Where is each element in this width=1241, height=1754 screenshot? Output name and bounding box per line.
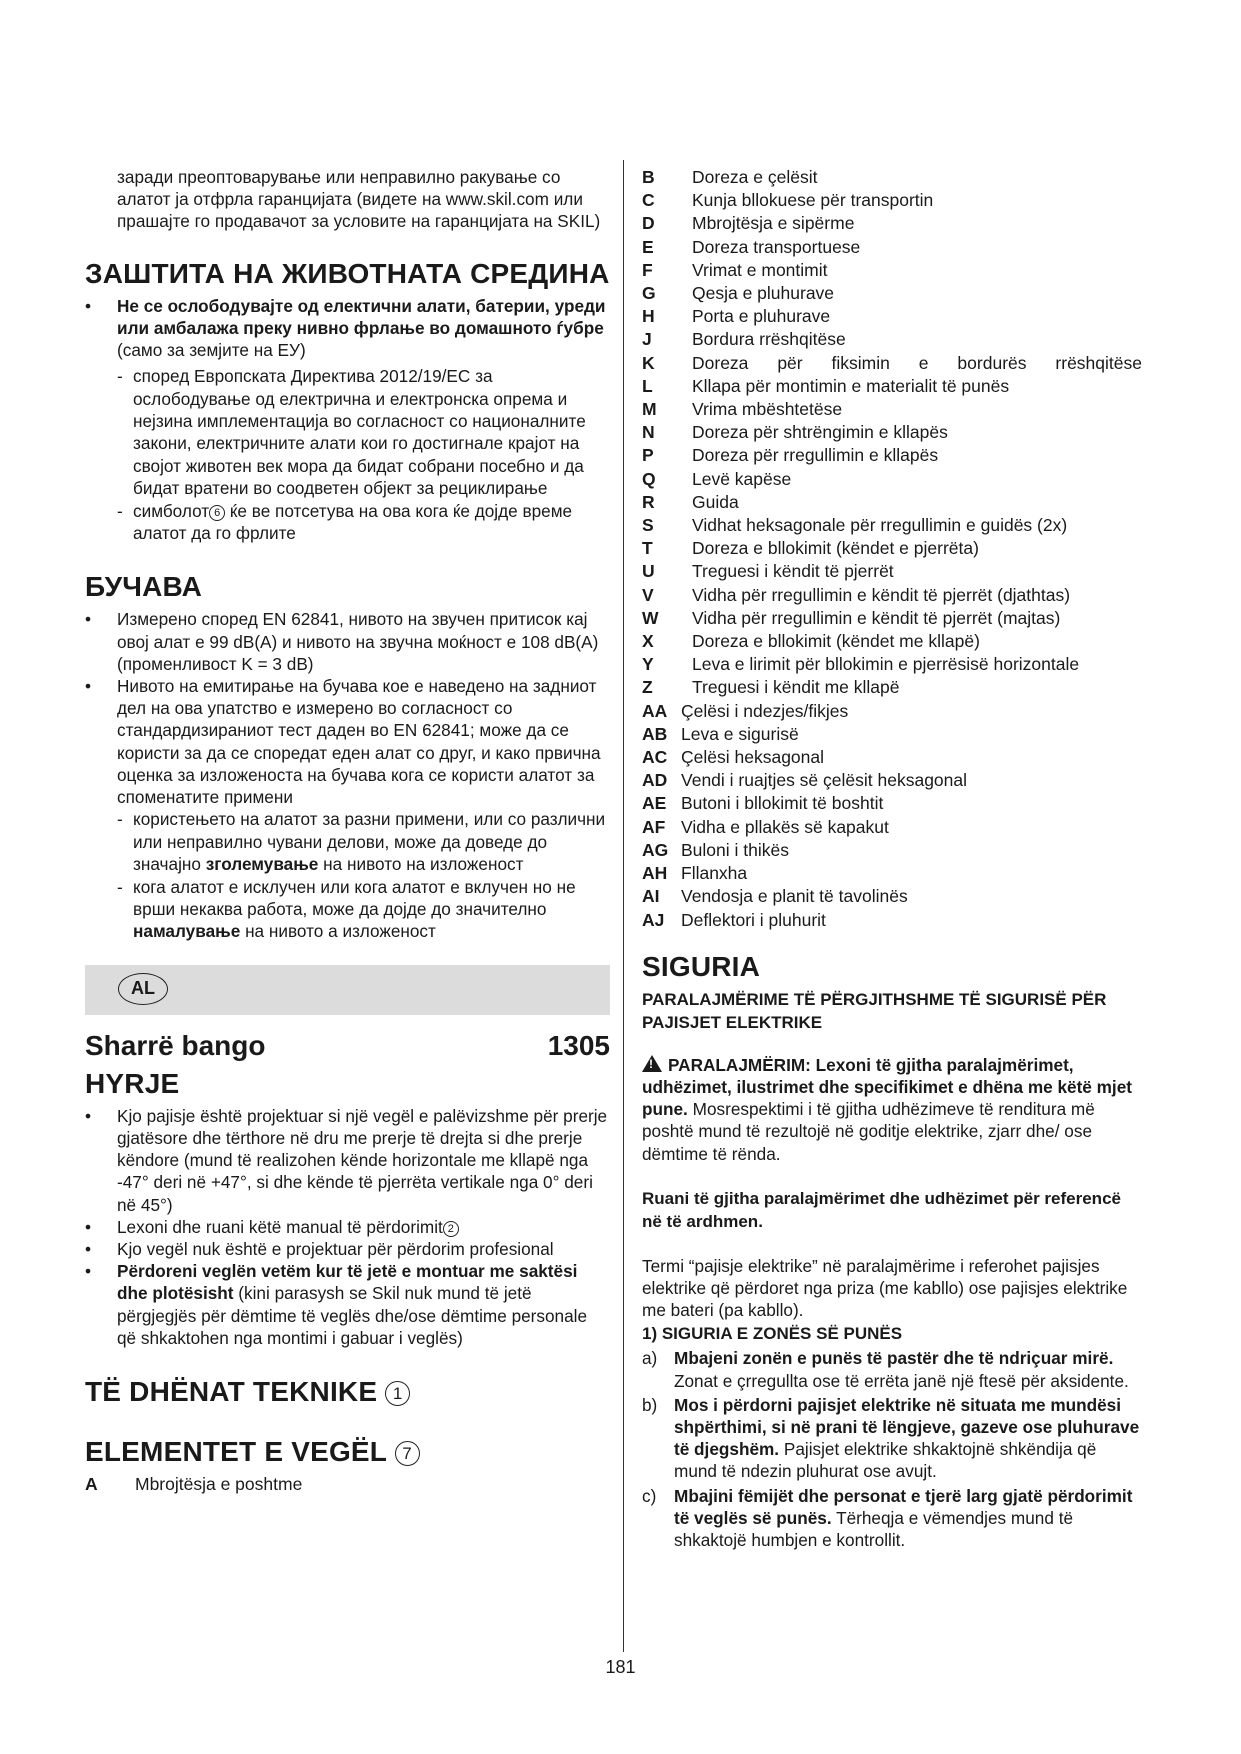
element-item-key: AI <box>642 886 660 907</box>
element-item-value: Mbrojtësja e sipërme <box>692 213 855 234</box>
safety-heading: SIGURIA <box>642 950 761 982</box>
intro-bullet-2-text: Lexoni dhe ruani këtë manual të përdorimit <box>117 1216 443 1237</box>
environment-dash-2: - симболот 6 ќе ве потсетува на ова кога ќе дојде време алатот да го фрлите <box>117 500 573 544</box>
element-item-value: Mbrojtësja e poshtme <box>135 1473 303 1494</box>
warranty-continuation: заради преоптоварување или неправилно ракување со алатот ја отфрла гаранцијата (видете на www.skil.com или прашајте го продавачот за условите на гаранцијата на SKIL) <box>117 167 601 232</box>
element-item-value: Doreza e çelësit <box>692 167 818 187</box>
element-item <box>642 769 1142 792</box>
language-band <box>85 965 610 1015</box>
element-item-value: Treguesi i këndit të pjerrët <box>692 561 894 582</box>
element-item-key: AD <box>642 770 668 791</box>
noise-bullet-1: • Измерено според EN 62841, нивото на звучен притисок кај овој алат е 99 dB(A) и нивото на звучна моќност е 108 dB(A) (променливост K = 3 dB) <box>85 609 599 674</box>
elements-heading-text: ELEMENTET E VEGËL <box>85 1435 387 1467</box>
warning-triangle-icon <box>642 1055 662 1072</box>
figure-ref-1: 1 <box>385 1381 410 1406</box>
element-item-value: Doreza e bllokimit (këndet me kllapë) <box>692 631 980 652</box>
element-item-key: Y <box>642 654 654 675</box>
element-item-key: X <box>642 631 654 652</box>
environment-dash-2-text-b: ќе ве потсетува на ова кога ќе дојде време алатот да го фрлите <box>133 500 573 544</box>
noise-dash-1-bold: зголемување <box>205 854 319 875</box>
intro-heading: HYRJE <box>85 1067 180 1099</box>
element-item-value: Porta e pluhurave <box>692 306 831 327</box>
intro-bullet-3: • Kjo vegël nuk është e projektuar për përdorim profesional <box>85 1238 554 1259</box>
noise-dash-1: - користењето на алатот за разни примени, или со различни или неправилно чувани делови, може да доведе до значајно зголемување на нивото на изложеност <box>117 809 606 875</box>
environment-dash-2-text-a: симболот <box>133 500 210 521</box>
keep-instructions: Ruani të gjitha paralajmërimet dhe udhëzimet për referencë në të ardhmen. <box>642 1188 1121 1231</box>
intro-bullet-1: • Kjo pajisje është projektuar si një vegël e palëvizshme për prerje gjatësore dhe tërthore në dru me prerje të drejta si dhe prerje këndore (mund të realizohen kënde horizontale me kllapë nga -47° deri në +47°, si dhe kënde të pjerrëta vertikale nga 0° deri në 45°) <box>85 1105 608 1215</box>
element-item-key: AB <box>642 723 668 744</box>
tech-data-heading-text: TË DHËNAT TEKNIKE <box>85 1375 378 1407</box>
element-item-value: Doreza për fiksimin e bordurës rrëshqitëse <box>692 352 1142 373</box>
element-item <box>642 607 1142 630</box>
elements-heading <box>85 1435 610 1469</box>
element-item <box>642 723 1142 746</box>
element-item-value: Kllapa për montimin e materialit të punës <box>692 375 1010 396</box>
noise-dash-1-text-a: користењето на алатот за разни примени, или со различни или неправилно чувани делови, може да доведе до значајно <box>133 809 606 875</box>
element-item <box>642 468 1142 491</box>
element-item <box>642 189 1142 212</box>
element-item-key: V <box>642 584 654 605</box>
warning-rest: Mosrespektimi i të gjitha udhëzimeve të renditura më poshtë mund të rezultojë në goditje elektrike, zjarr dhe/ ose dëmtime të rënda. <box>642 1099 1095 1164</box>
element-item <box>642 328 1142 351</box>
element-item <box>642 282 1142 305</box>
general-warnings-heading: PARALAJMËRIME TË PËRGJITHSHME TË SIGURISË PËR PAJISJET ELEKTRIKE <box>642 989 1107 1032</box>
rule-c-key: c) <box>642 1485 657 1506</box>
column-divider <box>623 160 624 1652</box>
element-item-value: Vidhat heksagonale për rregullimin e guidës (2x) <box>692 515 1068 536</box>
element-item <box>642 676 1142 699</box>
element-item-key: T <box>642 538 653 559</box>
figure-ref-6: 6 <box>209 505 225 521</box>
element-item-key: AE <box>642 793 667 814</box>
element-item-key: H <box>642 306 655 327</box>
work-area-heading: 1) SIGURIA E ZONËS SË PUNËS <box>642 1324 903 1344</box>
environment-bullet-rest: (само за земјите на ЕУ) <box>117 340 306 361</box>
noise-bullet-2: • Нивото на емитирање на бучава кое е наведено на задниот дел на ова упатство е измерено во согласност со стандардизираниот тест даден во EN 62841; може да се користи за да се споредат еден алат со друг, и како првична оценка за изложеноста на бучава кога се користи алатот за споменатите примени <box>85 676 601 808</box>
noise-dash-2-bold: намалување <box>133 921 241 942</box>
product-code: 1305 <box>547 1029 610 1061</box>
element-item <box>642 444 1142 467</box>
element-item <box>642 352 1142 375</box>
element-item <box>642 885 1142 908</box>
element-item-key: K <box>642 352 655 373</box>
element-item <box>642 653 1142 676</box>
element-item <box>642 514 1142 537</box>
element-item-key: F <box>642 259 653 280</box>
element-item-value: Kunja bllokuese për transportin <box>692 190 934 211</box>
element-item-key: Z <box>642 677 653 698</box>
intro-bullet-4-bold: Përdoreni veglën vetëm kur të jetë e montuar me saktësi dhe plotësisht <box>117 1261 578 1304</box>
element-item-key: Q <box>642 468 656 489</box>
element-item-value: Vrimat e montimit <box>692 259 828 280</box>
environment-bullet-bold: Не се ослободувајте од електични алати, батерии, уреди или амбалажа преку нивно фрлање во домашното ѓубре <box>117 295 606 338</box>
element-item-value: Buloni i thikës <box>681 839 789 860</box>
element-item-value: Vidha për rregullimin e këndit të pjerrët (majtas) <box>692 607 1061 628</box>
element-item-value: Leva e sigurisë <box>681 723 799 744</box>
element-item-key: N <box>642 422 655 443</box>
element-item-key: E <box>642 236 654 257</box>
element-item-value: Butoni i bllokimit të boshtit <box>681 793 884 814</box>
environment-dash-1: - според Европската Директива 2012/19/ЕС за ослободување од електрична и електронска опрема и нејзина имплементација во согласност со националните закони, електричните алати кои го достигнале крајот на својот животен век мора да бидат собрани посебно и да бидат вратени во соодветен објект за рециклирање <box>117 366 586 499</box>
element-item <box>642 166 1142 189</box>
warning-paragraph <box>642 1054 1142 1165</box>
rule-a-rest: Zonat e çrregullta ose të errëta janë një ftesë për aksidente. <box>674 1370 1129 1391</box>
rule-b-rest: Pajisjet elektrike shkaktojnë shkëndija që mund të ndezin pluhurat ose avujt. <box>674 1439 1097 1482</box>
environment-dash-1-text: според Европската Директива 2012/19/ЕС за ослободување од електрична и електронска опрема и нејзина имплементација во согласност со националните закони, електричните алати кои го достигнале крајот на својот животен век мора да бидат собрани посебно и да бидат вратени во соодветен објект за рециклирање <box>133 366 586 499</box>
element-item-value: Doreza për rregullimin e kllapës <box>692 445 939 466</box>
element-item-value: Vendi i ruajtjes së çelësit heksagonal <box>681 770 968 791</box>
element-item-key: P <box>642 445 654 466</box>
intro-bullet-2: • Lexoni dhe ruani këtë manual të përdorimit 2 <box>85 1216 610 1238</box>
element-item-key: AH <box>642 863 668 884</box>
intro-bullet-1-text: Kjo pajisje është projektuar si një vegël e palëvizshme për prerje gjatësore dhe tërthore në dru me prerje të drejta si dhe prerje këndore (mund të realizohen kënde horizontale me kllapë nga -47° deri në +47°, si dhe kënde të pjerrëta vertikale nga 0° deri në 45°) <box>117 1105 608 1215</box>
element-item <box>642 236 1142 259</box>
left-column <box>85 166 610 1496</box>
element-item-value: Bordura rrëshqitëse <box>692 329 846 350</box>
rule-a-key: a) <box>642 1348 658 1369</box>
element-item-value: Guida <box>692 491 739 512</box>
element-item-key: J <box>642 329 652 350</box>
element-item-key: R <box>642 491 655 512</box>
element-item <box>642 584 1142 607</box>
rule-b <box>642 1394 1142 1483</box>
environment-bullet: • Не се ослободувајте од електични алати, батерии, уреди или амбалажа преку нивно фрлање во домашното ѓубре (само за земјите на ЕУ) <box>85 295 606 361</box>
rule-b-key: b) <box>642 1394 658 1415</box>
product-name: Sharrë bango <box>85 1029 266 1061</box>
element-item-value: Doreza e bllokimit (këndet e pjerrëta) <box>692 538 979 559</box>
element-item-key: U <box>642 561 655 582</box>
tech-data-heading <box>85 1375 610 1409</box>
product-title-row <box>85 1029 610 1063</box>
element-item-value: Çelësi i ndezjes/fikjes <box>681 700 849 721</box>
element-item-key: AF <box>642 816 666 837</box>
intro-bullet-3-text: Kjo vegël nuk është e projektuar për përdorim profesional <box>117 1238 554 1259</box>
element-item-key: S <box>642 515 654 536</box>
noise-bullet-1-text: Измерено според EN 62841, нивото на звучен притисок кај овој алат е 99 dB(A) и нивото на звучна моќност е 108 dB(A) (променливост K = 3 dB) <box>117 609 599 674</box>
element-item-value: Treguesi i këndit me kllapë <box>692 677 900 698</box>
figure-ref-7: 7 <box>395 1441 420 1466</box>
noise-dash-2-text-b: на нивото а изложеност <box>245 921 436 942</box>
element-item-key: AA <box>642 700 668 721</box>
element-item <box>642 862 1142 885</box>
element-item <box>642 792 1142 815</box>
intro-bullet-4: • Përdoreni veglën vetëm kur të jetë e montuar me saktësi dhe plotësisht (kini parasysh se Skil nuk mund të jetë përgjegjës për dëmtime të veglës dhe/ose dëmtime personale që shkaktohen nga montimi i gabuar i veglës) <box>85 1261 588 1348</box>
element-item-key: M <box>642 399 657 420</box>
element-item-key: A <box>85 1473 98 1494</box>
figure-ref-2: 2 <box>443 1221 459 1237</box>
element-item-value: Vidha për rregullimin e këndit të pjerrët (djathtas) <box>692 584 1071 605</box>
element-item-value: Fllanxha <box>681 863 748 884</box>
element-item-value: Qesja e pluhurave <box>692 283 835 304</box>
element-item <box>642 700 1142 723</box>
language-badge: AL <box>118 973 168 1005</box>
element-item-a <box>85 1473 610 1496</box>
element-item <box>642 259 1142 282</box>
element-item <box>642 421 1142 444</box>
rule-c-rest: Tërheqja e vëmendjes mund të shkaktojë humbjen e kontrollit. <box>674 1507 1074 1550</box>
element-item <box>642 305 1142 328</box>
element-item-value: Leva e lirimit për bllokimin e pjerrësisë horizontale <box>692 654 1080 675</box>
element-item-value: Doreza për shtrëngimin e kllapës <box>692 422 948 443</box>
element-item-key: AC <box>642 747 668 768</box>
noise-heading: БУЧАВА <box>85 571 202 603</box>
element-item-value: Çelësi heksagonal <box>681 747 825 768</box>
rule-a-bold: Mbajeni zonën e punës të pastër dhe të ndriçuar mirë. <box>674 1348 1114 1369</box>
rule-c-bold: Mbajini fëmijët dhe personat e tjerë larg gjatë përdorimit të veglës së punës. <box>674 1485 1133 1528</box>
right-column <box>642 166 1142 1551</box>
intro-bullet-4-rest: (kini parasysh se Skil nuk mund të jetë përgjegjës për dëmtime të veglës dhe/ose dëmtime personale që shkaktohen nga montimi i gabuar i veglës) <box>117 1283 588 1348</box>
noise-dash-2: - кога алатот е исклучен или кога алатот е вклучен но не врши некаква работа, може да дојде до значително намалување на нивото а изложеност <box>117 876 576 942</box>
element-item-value: Deflektori i pluhurit <box>681 909 826 930</box>
element-item-key: C <box>642 190 655 211</box>
element-item <box>642 212 1142 235</box>
rule-a <box>642 1347 1142 1391</box>
element-item-key: B <box>642 167 655 187</box>
element-item-value: Doreza transportuese <box>692 236 861 257</box>
element-item-value: Vidha e pllakës së kapakut <box>681 816 889 837</box>
environment-heading: ЗАШТИТА НА ЖИВОТНАТА СРЕДИНА <box>85 257 610 289</box>
noise-bullet-2-text: Нивото на емитирање на бучава кое е наведено на задниот дел на ова упатство е измерено во согласност со стандардизираниот тест даден во EN 62841; може да се користи за да се споредат еден алат со друг, и како првична оценка за изложеноста на бучава кога се користи алатот за споменатите примени <box>117 676 601 808</box>
rule-c <box>642 1485 1142 1552</box>
elements-list <box>642 166 1142 932</box>
element-item <box>642 746 1142 769</box>
element-item-key: D <box>642 213 655 234</box>
noise-dash-1-text-b: на нивото на изложеност <box>323 854 524 875</box>
rule-b-bold: Mos i përdorni pajisjet elektrike në situata me mundësi shpërthimi, si në prani të lëngjeve, gazeve ose pluhurave të djegshëm. <box>674 1394 1140 1460</box>
element-item-key: W <box>642 607 659 628</box>
element-item-key: AJ <box>642 909 665 930</box>
element-item-value: Levë kapëse <box>692 468 792 489</box>
element-item <box>642 816 1142 839</box>
element-item-key: L <box>642 375 653 396</box>
element-item <box>642 630 1142 653</box>
warning-bold: PARALAJMËRIM: Lexoni të gjitha paralajmërimet, udhëzimet, ilustrimet dhe specifikimet e dhëna me këtë mjet pune. <box>642 1054 1132 1120</box>
element-item <box>642 491 1142 514</box>
element-item <box>642 537 1142 560</box>
element-item <box>642 375 1142 398</box>
page-number: 181 <box>605 1657 636 1677</box>
element-item-key: G <box>642 283 656 304</box>
element-item-value: Vrima mbështetëse <box>692 399 843 420</box>
element-item-key: AG <box>642 839 669 860</box>
element-item <box>642 909 1142 932</box>
element-item <box>642 560 1142 583</box>
element-item <box>642 839 1142 862</box>
element-item-value: Vendosja e planit të tavolinës <box>681 886 908 907</box>
element-item <box>642 398 1142 421</box>
noise-dash-2-text-a: кога алатот е исклучен или кога алатот е вклучен но не врши некаква работа, може да дојде до значително <box>133 876 576 919</box>
term-paragraph: Termi “pajisje elektrike” në paralajmërime i referohet pajisjes elektrike që përdoret nga priza (me kabllo) ose pajisjes elektrike me bateri (pa kabllo). <box>642 1255 1128 1321</box>
